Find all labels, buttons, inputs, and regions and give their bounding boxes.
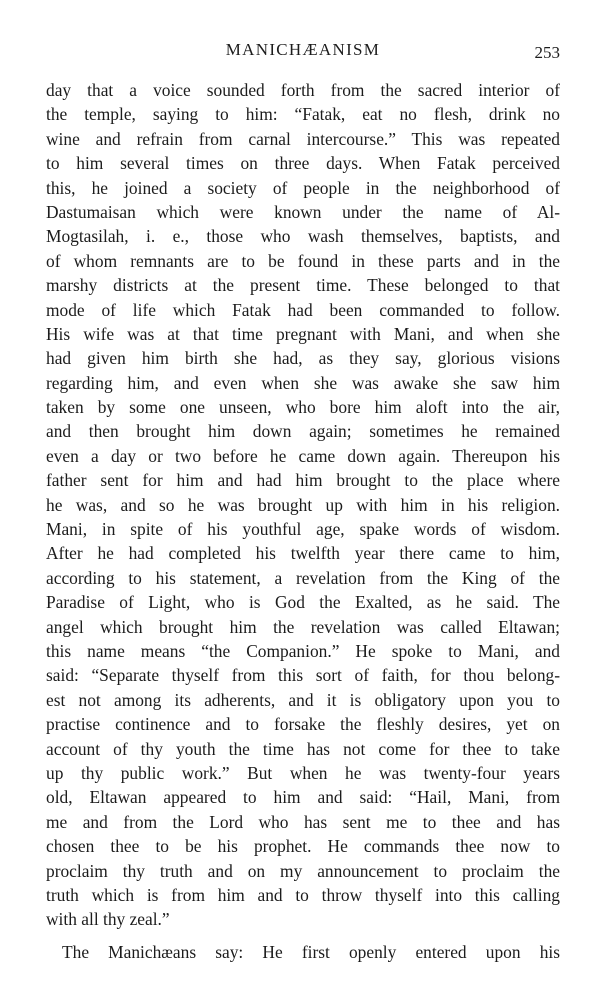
text-line: mode of life which Fatak had been commanded to follow. — [46, 299, 560, 320]
text-line: wine and refrain from carnal intercourse.” This was repeated — [46, 128, 560, 149]
text-line: the temple, saying to him: “Fatak, eat no flesh, drink no — [46, 104, 560, 125]
text-line: truth which is from him and to throw thyself into this calling — [46, 884, 560, 905]
text-line: with all thy zeal.” — [46, 909, 170, 930]
text-line: practise continence and to forsake the fleshly desires, yet on — [46, 714, 560, 735]
text-line: he was, and so he was brought up with him in his religion. — [46, 494, 560, 515]
text-line: marshy districts at the present time. These belonged to that — [46, 275, 560, 296]
text-line: chosen thee to be his prophet. He commands thee now to — [46, 836, 560, 857]
text-line: day that a voice sounded forth from the sacred interior of — [46, 80, 560, 100]
text-line: proclaim thy truth and on my announcement to proclaim the — [46, 860, 560, 881]
text-line: The Manichæans say: He first openly entered upon his — [62, 941, 560, 962]
text-line: according to his statement, a revelation from the King of the — [46, 567, 560, 588]
running-head — [46, 40, 560, 66]
page-number: 253 — [534, 43, 560, 62]
text-line: old, Eltawan appeared to him and said: “Hail, Mani, from — [46, 787, 560, 808]
text-line: even a day or two before he came down again. Thereupon his — [46, 445, 560, 466]
text-line: taken by some one unseen, who bore him aloft into the air, — [46, 397, 560, 418]
text-line: had given him birth she had, as they say, glorious visions — [46, 348, 560, 369]
text-line: this, he joined a society of people in the neighborhood of — [46, 177, 560, 198]
text-line: to him several times on three days. When Fatak perceived — [46, 153, 560, 174]
body-text — [46, 78, 560, 964]
text-line: regarding him, and even when she was awake she saw him — [46, 372, 560, 393]
paragraph — [46, 78, 560, 932]
text-line: Mani, in spite of his youthful age, spake words of wisdom. — [46, 519, 560, 540]
text-line: est not among its adherents, and it is obligatory upon you to — [46, 689, 560, 710]
page-title: MANICHÆANISM — [225, 40, 381, 59]
text-line: father sent for him and had him brought to the place where — [46, 470, 560, 491]
text-line: me and from the Lord who has sent me to thee and has — [46, 811, 560, 832]
text-line: Dastumaisan which were known under the name of Al- — [46, 201, 560, 222]
text-line: said: “Separate thyself from this sort of faith, for thou belong- — [46, 665, 560, 686]
paragraph-gap — [46, 932, 560, 940]
text-line: of whom remnants are to be found in these parts and in the — [46, 250, 560, 271]
text-line: this name means “the Companion.” He spoke to Mani, and — [46, 640, 560, 661]
text-line: account of thy youth the time has not come for thee to take — [46, 738, 560, 759]
text-line: After he had completed his twelfth year there came to him, — [46, 543, 560, 564]
text-line: up thy public work.” But when he was twenty-four years — [46, 762, 560, 783]
text-line: Mogtasilah, i. e., those who wash themselves, baptists, and — [46, 226, 560, 247]
text-line: His wife was at that time pregnant with Mani, and when she — [46, 323, 560, 344]
text-line: Paradise of Light, who is God the Exalted, as he said. The — [46, 592, 560, 613]
paragraph — [46, 940, 560, 964]
text-line: and then brought him down again; sometimes he remained — [46, 421, 560, 442]
text-line: angel which brought him the revelation was called Eltawan; — [46, 616, 560, 637]
